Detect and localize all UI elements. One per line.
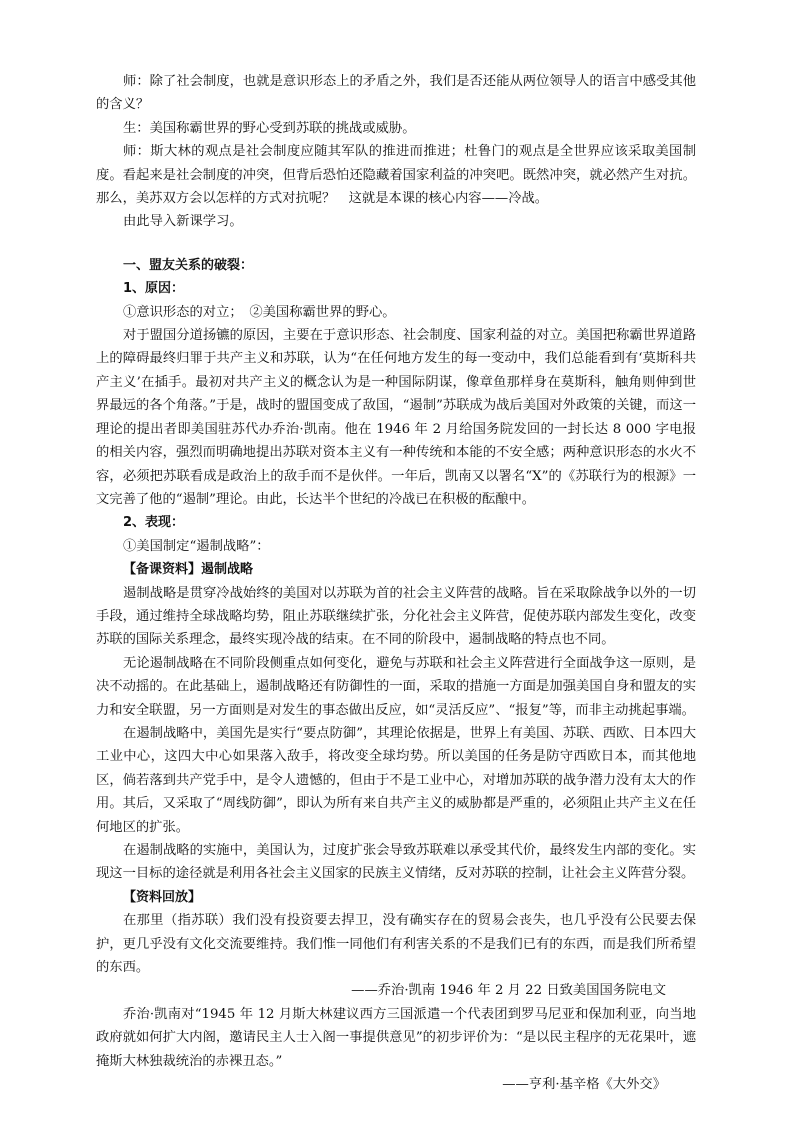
material-paragraph: 在遏制战略中，美国先是实行“要点防御”，其理论依据是，世界上有美国、苏联、西欧、日本四大工业中心，这四大中心如果落入敌手，将改变全球均势。所以美国的任务是防守西欧日本，而其他地区，倘若落到共产党手中，是令人遗憾的，但由于不是工业中心，对增加苏联的战争潜力没有太大的作用。其后，又采取了“周线防御”，即认为所有来自共产主义的威胁都是严重的，必须阻止共产主义在任何地区的扩张。 [96, 725, 696, 835]
lead-in: 由此导入新课学习。 [123, 214, 243, 230]
kennan-evaluation [96, 1003, 696, 1097]
quote-source: ——亨利·基辛格《大外交》 [502, 1077, 666, 1093]
quote-text: 乔治·凯南对“1945 年 12 月斯大林建议西方三国派遣一个代表团到罗马尼亚和保加利亚，向当地政府就如何扩大内阁，邀请民主人士入阁一事提供意见”的初步评价为：“是以民主程序的无花果叶，遮掩斯大林独裁统治的赤裸丑态。” [96, 1006, 696, 1069]
teacher-question: 师：除了社会制度，也就是意识形态上的矛盾之外，我们是否还能从两位领导人的语言中感受其他的含义？ [96, 74, 696, 113]
quote-text: 在那里（指苏联）我们没有投资要去捍卫，没有确实存在的贸易会丧失，也几乎没有公民要去保护，更几乎没有文化交流要维持。我们惟一同他们有利害关系的不是我们已有的东西，而是我们所希望的东西。 [96, 913, 696, 976]
quote-source: ——乔治·凯南 1946 年 2 月 22 日致美国国务院电文 [351, 983, 666, 999]
spacer [96, 234, 696, 254]
material-tag-replay: 【资料回放】 [123, 889, 202, 905]
material-paragraph: 无论遏制战略在不同阶段侧重点如何变化，避免与苏联和社会主义阵营进行全面战争这一原则，是决不动摇的。在此基础上，遏制战略还有防御性的一面，采取的措施一方面是加强美国自身和盟友的实力和安全联盟，另一方面则是对发生的事态做出反应，如“灵活反应”、“报复”等，而非主动挑起事端。 [96, 655, 696, 718]
material-paragraph: 遏制战略是贯穿冷战始终的美国对以苏联为首的社会主义阵营的战略。旨在采取除战争以外的一切手段，通过维持全球战略均势，阻止苏联继续扩张，分化社会主义阵营，促使苏联内部发生变化，改变苏联的国际关系理念，最终实现冷战的结束。在不同的阶段中，遏制战略的特点也不同。 [96, 585, 696, 648]
material-tag-containment: 【备课资料】遏制战略 [123, 562, 254, 578]
kennan-quote [96, 909, 696, 1003]
teacher-explanation: 师：斯大林的观点是社会制度应随其军队的推进而推进；杜鲁门的观点是全世界应该采取美国制度。看起来是社会制度的冲突，但背后恐怕还隐藏着国家利益的冲突吧。既然冲突，就必然产生对抗。那么，美苏双方会以怎样的方式对抗呢？ 这就是本课的核心内容——冷战。 [96, 144, 696, 207]
subheading-manifestations: 2、表现： [123, 515, 185, 531]
material-paragraph: 在遏制战略的实施中，美国认为，过度扩张会导致苏联难以承受其代价，最终发生内部的变化。实现这一目标的途径就是利用各社会主义国家的民族主义情绪，反对苏联的控制，让社会主义阵营分裂。 [96, 843, 696, 882]
document-page [96, 70, 696, 1096]
student-answer: 生：美国称霸世界的野心受到苏联的挑战或威胁。 [123, 120, 416, 136]
causes-list: ①意识形态的对立； ②美国称霸世界的野心。 [123, 304, 396, 320]
subheading-causes: 1、原因： [123, 281, 185, 297]
section-heading: 一、盟友关系的破裂： [123, 257, 254, 273]
manifestation-item: ①美国制定“遏制战略”： [123, 538, 270, 554]
causes-body: 对于盟国分道扬镳的原因，主要在于意识形态、社会制度、国家利益的对立。美国把称霸世界道路上的障碍最终归罪于共产主义和苏联，认为“在任何地方发生的每一变动中，我们总能看到有‘莫斯科共产主义’在插手。最初对共产主义的概念认为是一种国际阴谋，像章鱼那样身在莫斯科，触角则伸到世界最远的各个角落。”于是，战时的盟国变成了敌国，“遏制”苏联成为战后美国对外政策的关键，而这一理论的提出者即美国驻苏代办乔治·凯南。他在 1946 年 2 月给国务院发回的一封长达 8 000 字电报的相关内容，强烈而明确地提出苏联对资本主义有一种传统和本能的不安全感；两种意识形态的水火不容，必须把苏联看成是政治上的敌手而不是伙伴。一年后，凯南又以署名“X”的《苏联行为的根源》一文完善了他的“遏制”理论。由此，长达半个世纪的冷战已在积极的酝酿中。 [96, 328, 696, 507]
